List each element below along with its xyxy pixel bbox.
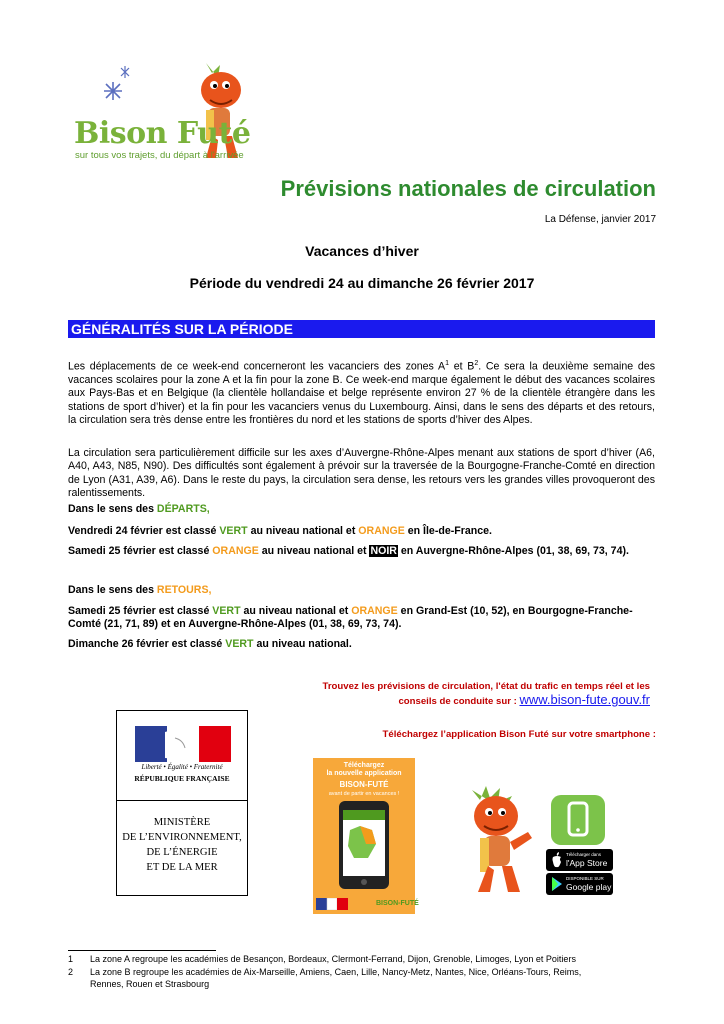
retours-line-sunday: Dimanche 26 février est classé VERT au niveau national. — [68, 638, 352, 650]
smartphone-icon — [338, 800, 390, 890]
departs-line-saturday: Samedi 25 février est classé ORANGE au niveau national et NOIR en Auvergne-Rhône-Alpes (01, 38, 69, 73, 74). — [68, 545, 629, 557]
section-title: GÉNÉRALITÉS SUR LA PÉRIODE — [71, 321, 293, 337]
retours-line-saturday-cont: Comté (21, 71, 89) et en Auvergne-Rhône-Alpes (01, 38, 69, 73, 74). — [68, 618, 402, 630]
noir-badge: NOIR — [370, 545, 397, 557]
footnote-divider — [68, 950, 216, 951]
retours-line-saturday: Samedi 25 février est classé VERT au niveau national et ORANGE en Grand-Est (10, 52), en Bourgogne-Franche- — [68, 605, 633, 617]
footnote-ref-2[interactable]: 2 — [474, 360, 479, 367]
divider — [116, 800, 248, 801]
departs-intro: Dans le sens des DÉPARTS, — [68, 503, 210, 515]
app-icon-tile — [551, 795, 605, 845]
flyer-brand-footer: BISON-FUTÉ — [376, 900, 419, 907]
departs-line-friday: Vendredi 24 février est classé VERT au niveau national et ORANGE en Île-de-France. — [68, 525, 492, 537]
dateline: La Défense, janvier 2017 — [544, 214, 656, 225]
footnote-ref-1[interactable]: 1 — [445, 360, 449, 367]
app-store-button[interactable]: Télécharger dans l'App Store — [546, 849, 613, 871]
phone-icon — [551, 795, 605, 845]
logo-tagline: sur tous vos trajets, du départ à l'arrivée — [75, 150, 244, 161]
app-promo-text: Téléchargez l’application Bison Futé sur votre smartphone : — [382, 729, 656, 740]
retours-intro: Dans le sens des RETOURS, — [68, 584, 212, 596]
period-subtitle: Période du vendredi 24 au dimanche 26 février 2017 — [189, 275, 535, 291]
snowflake-icon — [104, 82, 122, 100]
republic-motto: Liberté • Égalité • Fraternité — [141, 763, 223, 771]
paragraph-generalites: Les déplacements de ce week-end concerneront les vacanciers des zones $A^1$ et $B^2$. Ce sera la deuxième semaine des vacances scolaires pour la zone A et la fin pour la zone B. Ce week-end marque également le début des vacances scolaires aux Pays-Bas et en Belgique (la clientèle hollandaise et belge représente environ 27 % de la clientèle étrangère dans les stations de sport d’hiver) et la fin pour les vacanciers venus du Luxembourg. Ainsi, dans le sens des départs et des retours, la circulation sera très dense entre les frontières du nord et les stations de sports d’hiver des Alpes. — [68, 360, 655, 427]
flyer-heading: Téléchargez la nouvelle application — [326, 762, 402, 777]
republic-name: RÉPUBLIQUE FRANÇAISE — [134, 774, 230, 783]
google-play-icon — [550, 876, 564, 892]
marianne-logo-icon — [135, 726, 231, 762]
page-title: Prévisions nationales de circulation — [280, 176, 656, 201]
flyer-logo: BISON-FUTÉ — [339, 780, 389, 789]
logo-brand-text: Bison Futé — [74, 116, 251, 151]
flyer-tagline: avant de partir en vacances ! — [328, 791, 400, 797]
paragraph-difficultes: La circulation sera particulièrement difficile sur les axes d’Auvergne-Rhône-Alpes menant aux stations de sport d’hiver (A6, A40, A43, N85, N90). Des difficultés sont également à prévoir sur la traversée de la Bourgogne-Franche-Comté en direction de Lyon (A31, A39, A6). Dans le reste du pays, la circulation sera dense, les retours vers les grandes villes provoqueront des ralentissements. — [68, 447, 655, 500]
website-link[interactable]: www.bison-fute.gouv.fr — [519, 692, 650, 707]
footnote-2: 2 La zone B regroupe les académies de Aix-Marseille, Amiens, Caen, Lille, Nancy-Metz, Nantes, Nice, Orléans-Tours, Reims, Rennes, Rouen et Strasbourg — [68, 967, 582, 989]
subtitle: Vacances d’hiver — [305, 243, 419, 259]
ministry-name: MINISTÈRE DE L’ENVIRONNEMENT, DE L’ÉNERGIE ET DE LA MER — [122, 817, 242, 873]
promo-text: Trouvez les prévisions de circulation, l'état du trafic en temps réel et les conseils de conduite sur : www.bison-fute.gouv.fr — [322, 681, 650, 707]
flag-icon — [316, 898, 348, 910]
google-play-button[interactable]: DISPONIBLE SUR Google play — [546, 873, 613, 895]
footnote-1: 1 La zone A regroupe les académies de Besançon, Bordeaux, Clermont-Ferrand, Dijon, Grenoble, Limoges, Lyon et Poitiers — [68, 954, 576, 964]
apple-icon — [550, 852, 564, 868]
bison-mascot-icon — [460, 782, 540, 900]
